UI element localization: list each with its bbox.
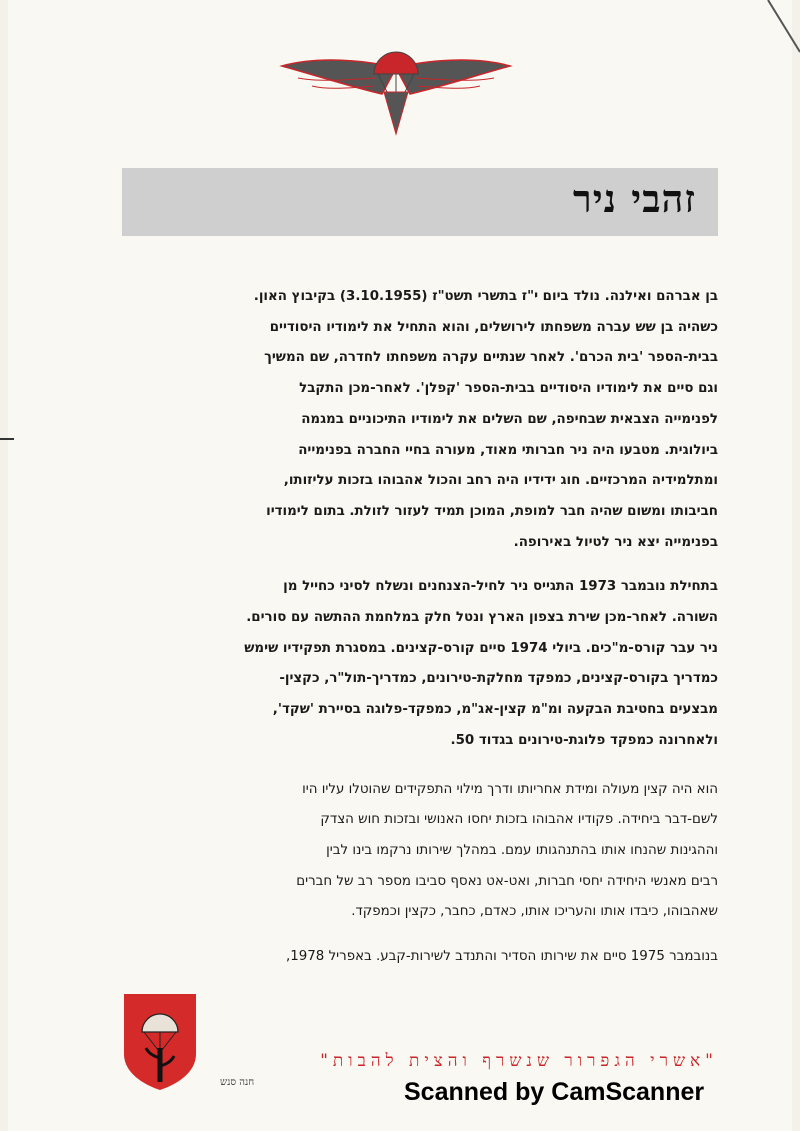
biography-text bbox=[124, 282, 718, 973]
text-line: רבים מאנשי היחידה יחסי חברות, ואט-אט נאסף סביבו מספר רב של חברים bbox=[296, 873, 718, 889]
text-line: בפנימייה יצא ניר לטיול באירופה. bbox=[513, 534, 718, 550]
text-line: וההגינות שהנחו אותו בהתנהגותו עמם. במהלך שירותו נרקמו בינו לבין bbox=[326, 842, 718, 858]
text-line: כשהיה בן שש עברה משפחתו לירושלים, והוא התחיל את לימודיו היסודיים bbox=[269, 319, 718, 335]
text-line: לפנימייה הצבאית שבחיפה, שם השלים את לימודיו התיכוניים במגמה bbox=[301, 411, 718, 427]
text-line: חביבותו ומשום שהיה חבר למופת, המוכן תמיד לעזור לזולת. בתום לימודיו bbox=[266, 503, 718, 519]
text-line: ביולוגית. מטבעו היה ניר חברותי מאוד, מעורה בחיי החברה בפנימייה bbox=[298, 442, 718, 458]
paragraph bbox=[124, 572, 718, 756]
unit-emblem-icon bbox=[122, 992, 198, 1092]
title-band bbox=[122, 168, 718, 236]
text-line: וגם סיים את לימודיו היסודיים בבית-הספר 'קפלן'. לאחר-מכן התקבל bbox=[299, 381, 718, 397]
text-line: כמדריך בקורס-קצינים, כמפקד מחלקת-טירונים, כמדריך-תול"ר, כקצין- bbox=[279, 671, 718, 687]
text-line: הוא היה קצין מעולה ומידת אחריותו ודרך מילוי התפקידים שהוטלו עליו היו bbox=[302, 781, 718, 797]
text-line: ניר עבר קורס-מ"כים. ביולי 1974 סיים קורס-קצינים. במסגרת תפקידיו שימש bbox=[244, 640, 718, 656]
corner-fold bbox=[760, 0, 800, 60]
text-line: ולאחרונה כמפקד פלוגת-טירונים בגדוד 50. bbox=[450, 732, 718, 748]
footer-motto: "אשרי הגפרור שנשרף והצית להבות" bbox=[320, 1051, 718, 1071]
margin-mark bbox=[0, 438, 14, 440]
text-line: בבית-הספר 'בית הכרם'. לאחר שנתיים עקרה משפחתו לחדרה, שם המשיך bbox=[264, 350, 718, 366]
text-line: שאהבוהו, כיבדו אותו והעריכו אותו, כאדם, כחבר, כקצין וכמפקד. bbox=[351, 904, 718, 920]
paragraph bbox=[124, 282, 718, 558]
text-line: בנובמבר 1975 סיים את שירותו הסדיר והתנדב לשירות-קבע. באפריל 1978, bbox=[285, 949, 718, 965]
paratrooper-wings-icon bbox=[278, 42, 514, 138]
page-title: זהבי ניר bbox=[573, 176, 696, 221]
text-line: מבצעים בחטיבת הבקעה ומ"מ קצין-אג"מ, כמפקד-פלוגה בסיירת 'שקד', bbox=[272, 702, 718, 718]
motto-author: חנה סנש bbox=[220, 1077, 255, 1088]
scanner-watermark: Scanned by CamScanner bbox=[404, 1078, 705, 1106]
paragraph bbox=[124, 942, 718, 973]
text-line: בן אברהם ואילנה. נולד ביום י"ז בתשרי תשט"ז (3.10.1955) בקיבוץ האון. bbox=[253, 289, 718, 304]
text-line: בתחילת נובמבר 1973 התגייס ניר לחיל-הצנחנים ונשלח לסיני כחייל מן bbox=[283, 579, 718, 595]
paragraph bbox=[124, 775, 718, 929]
text-line: לשם-דבר ביחידה. פקודיו אהבוהו בזכות יחסו האנושי ובזכות חוש הצדק bbox=[320, 812, 718, 828]
text-line: השורה. לאחר-מכן שירת בצפון הארץ ונטל חלק במלחמת ההתשה עם סורים. bbox=[246, 610, 718, 626]
text-line: ומתלמידיה המרכזיים. חוג ידידיו היה רחב והכול אהבוהו בזכות עליזותו, bbox=[283, 473, 718, 489]
